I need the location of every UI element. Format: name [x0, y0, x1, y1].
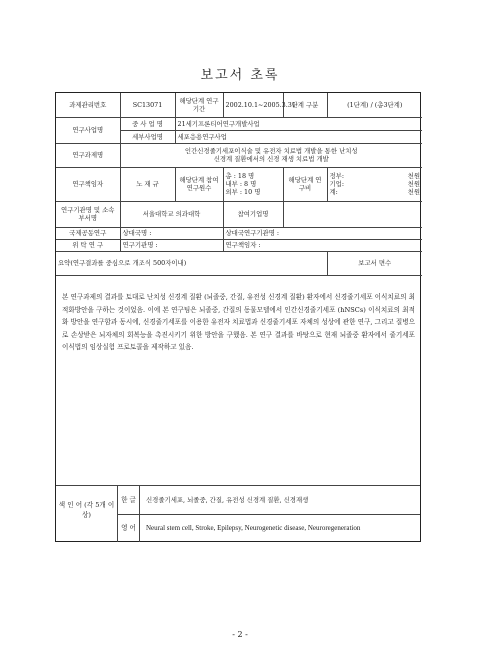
page-number: - 2 -: [232, 630, 248, 639]
table-row: [56, 201, 422, 227]
fund-sum-row: [330, 188, 421, 196]
partner-value: [283, 201, 422, 227]
abstract-text: 본 연구과제의 결과를 토대로 난치성 신경계 질환 (뇌졸중, 간질, 유전성 신경계 질환) 환자에서 신경줄기세포 이식치료의 최적화방안을 구하는 것이었음. 이에 본 연구팀은 뇌졸중, 간질의 동물모델에서 인간신경줄기세포 (hNSCs) 이식치료의 최적화 방안을 연구함과 동시에, 신경줄기세포를 이용한 유전자 치료법과 신경줄기세포 자체의 성상에 관한 연구, 그리고 질병으로 손상받은 뇌자체의 회복능을 촉진시키기 위한 방안을 구했음. 본 연구 결과를 바탕으로 현재 뇌졸중 환자에서 줄기세포 이식법의 임상실험 프로토콜을 제작하고 있음.: [62, 293, 415, 352]
table-row: [56, 93, 422, 117]
fund-gov-unit: 천원: [407, 172, 420, 180]
consign-institution: 연구기관명 :: [120, 239, 223, 251]
keywords-korean-row: [118, 486, 420, 515]
stage-label: 단계 구분: [283, 93, 327, 117]
keywords-korean: 신경줄기세포, 뇌졸중, 간질, 유전성 신경계 질환, 신경재생: [146, 496, 309, 504]
table-row: [56, 239, 422, 251]
project-title: [120, 143, 422, 167]
fund-company-unit: 천원: [407, 180, 420, 188]
fund-company-row: [330, 180, 421, 188]
fund-sum-unit: 천원: [407, 188, 420, 196]
project-title-line2: 신경계 질환에서의 신경 재생 치료법 개발: [213, 155, 329, 163]
intl-label: 국제공동연구: [56, 227, 120, 239]
program-label: 연구사업명: [56, 117, 120, 143]
table-row: [56, 251, 422, 275]
researcher-label: 연구책임자: [56, 167, 120, 201]
detail-program-label: 세부사업명: [120, 130, 175, 143]
stage-value: (1단계) / (총3단계): [327, 93, 422, 117]
intl-institution: 상대국연구기관명 :: [223, 227, 422, 239]
headcount-total: 총 : 18 명: [225, 172, 255, 180]
consign-manager: 연구책임자 :: [223, 239, 422, 251]
keywords-english: Neural stem cell, Stroke, Epilepsy, Neurogenetic disease, Neuroregeneration: [146, 524, 361, 532]
headcount-external: 외부 : 10 명: [225, 188, 261, 196]
keywords-label: 색 인 어 (각 5개 이상): [56, 486, 118, 542]
project-label: 연구과제명: [56, 143, 120, 167]
middle-program-value: 21세기프론티어연구개발사업: [175, 117, 422, 130]
headcount-values: [223, 167, 283, 201]
middle-program-label: 중 사 업 명: [120, 117, 175, 130]
summary-label: 요약(연구결과를 중심으로 개조식 500자이내): [56, 251, 327, 275]
detail-program-value: 세포응용연구사업: [175, 130, 422, 143]
report-pages-label: 보고서 면수: [327, 251, 422, 275]
fund-gov-label: 정부:: [329, 172, 344, 180]
fund-label: 해당단계 연구비: [283, 167, 327, 201]
abstract-form: [55, 92, 421, 542]
partner-label: 참여기업명: [223, 201, 283, 227]
keywords-english-label: 영 어: [118, 514, 140, 542]
org-label: 연구기관명 및 소속부서명: [56, 201, 120, 227]
keywords-section: [56, 485, 420, 542]
fund-values: [327, 167, 422, 201]
mgmt-no-label: 과제관리번호: [56, 93, 120, 117]
researcher-name: 노 재 규: [120, 167, 175, 201]
fund-gov-row: [330, 172, 421, 180]
consign-label: 위 탁 연 구: [56, 239, 120, 251]
page-title: 보고서 초록: [200, 68, 280, 83]
table-row: [56, 227, 422, 239]
headcount-label: 해당단계 참여연구원수: [175, 167, 223, 201]
table-row: [56, 117, 422, 130]
fund-company-label: 기업:: [329, 180, 344, 188]
fund-sum-label: 계:: [329, 188, 338, 196]
keywords-english-row: [118, 514, 420, 542]
project-title-line1: 인간신경줄기세포이식술 및 유전자 치료법 개발을 통한 난치성: [184, 147, 358, 155]
period-value: 2002.10.1~2005.3.31: [223, 93, 283, 117]
table-row: [56, 143, 422, 167]
table-row: [56, 167, 422, 201]
mgmt-no-value: SC13071: [120, 93, 175, 117]
intl-country: 상대국명 :: [120, 227, 223, 239]
period-label: 해당단계 연구기간: [175, 93, 223, 117]
org-value: 서울대학교 의과대학: [120, 201, 223, 227]
keywords-korean-label: 한 글: [118, 486, 140, 514]
meta-table: [56, 93, 422, 276]
headcount-internal: 내부 : 8 명: [225, 180, 257, 188]
